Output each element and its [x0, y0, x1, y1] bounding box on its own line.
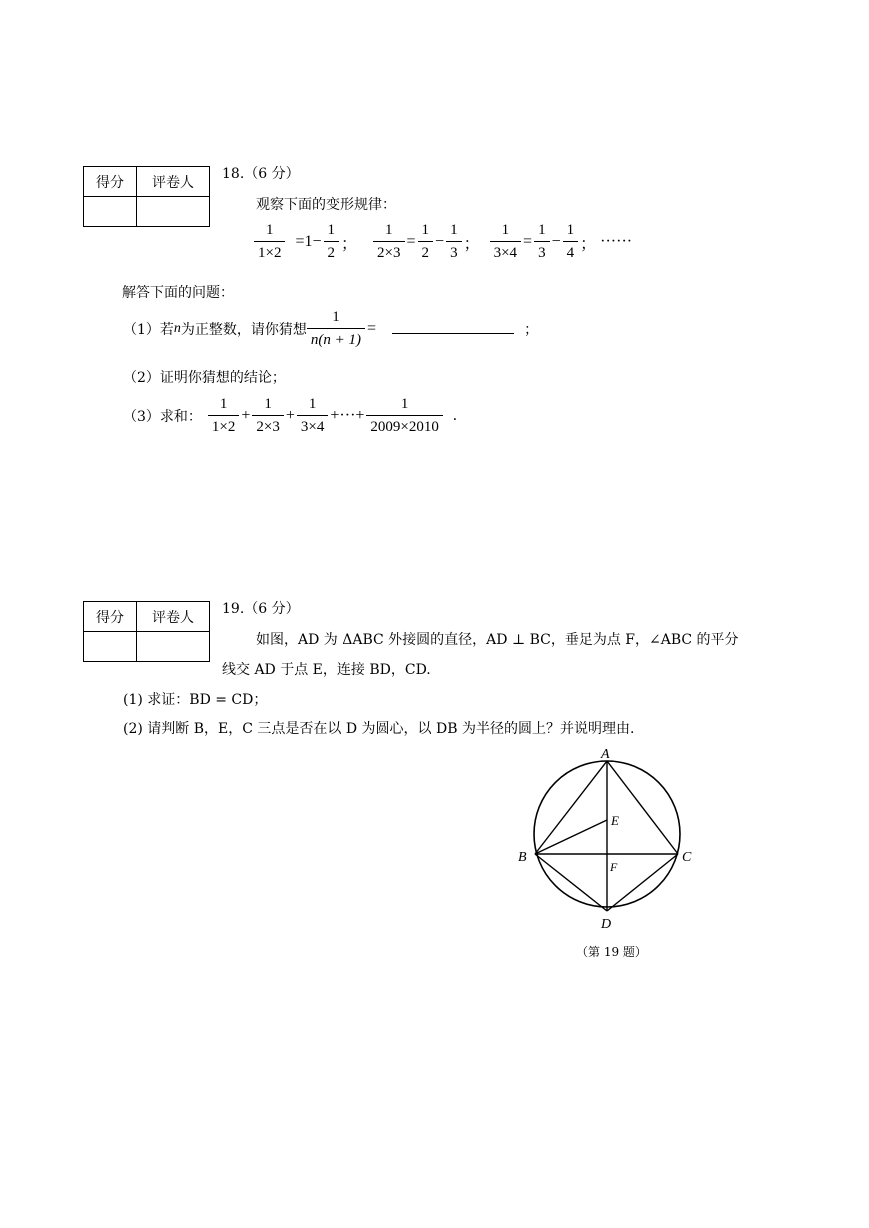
- pattern-ellipsis: ······: [600, 233, 633, 251]
- label-D: D: [601, 917, 612, 932]
- q19-part2: (2) 请判断 B，E，C 三点是否在以 D 为圆心，以 DB 为半径的圆上？并说明理由.: [123, 721, 635, 737]
- pattern2-sep: ；: [463, 235, 480, 253]
- score-header: 得分: [84, 602, 137, 632]
- pattern3-sep: ；: [580, 235, 597, 253]
- q18-heading: 18.（6 分）: [222, 166, 300, 182]
- label-A: A: [601, 747, 610, 762]
- pattern2-fraction: $\frac{1}{2\times 3}$: [375, 222, 402, 263]
- part1-answer-blank[interactable]: [392, 333, 514, 334]
- grader-cell[interactable]: [137, 197, 210, 227]
- pattern3-lhs-fraction: $\frac{1}{3}$: [536, 222, 548, 263]
- grader-header: 评卷人: [137, 602, 210, 632]
- score-header: 得分: [84, 167, 137, 197]
- sum-plus-1: +: [241, 407, 251, 425]
- q18-intro: 观察下面的变形规律：: [256, 197, 396, 213]
- pattern3-minus: −: [551, 233, 561, 251]
- q18-part3: [123, 396, 459, 437]
- pattern2-lhs-fraction: $\frac{1}{2}$: [420, 222, 432, 263]
- segment-BE: [535, 820, 607, 854]
- q18-pattern: [254, 222, 634, 263]
- part1-eq: =: [367, 320, 377, 338]
- segment-BD: [535, 854, 607, 911]
- pattern1-fraction: $\frac{1}{1\times 2}$: [256, 222, 283, 263]
- part1-prefix: （1）若: [123, 322, 174, 339]
- pattern3-fraction: $\frac{1}{3\times 4}$: [492, 222, 519, 263]
- q19-part1: (1) 求证：BD = CD；: [123, 692, 268, 708]
- pattern3-rhs-fraction: $\frac{1}{4}$: [565, 222, 577, 263]
- q19-figure: [505, 745, 705, 935]
- label-F: F: [610, 860, 618, 874]
- segment-AC: [607, 761, 678, 854]
- sum-plus-2: +: [285, 407, 295, 425]
- pattern2-eq: =: [406, 233, 416, 251]
- segment-CD: [607, 854, 678, 911]
- sum-term-2: $\frac{1}{2\times 3}$: [254, 396, 281, 437]
- figure-caption: （第 19 题）: [576, 945, 647, 959]
- grader-cell[interactable]: [137, 632, 210, 662]
- pattern1-eq: =1−: [295, 233, 322, 251]
- score-table-q19: [83, 601, 210, 662]
- part3-end: .: [452, 407, 457, 425]
- score-table-q18: [83, 166, 210, 227]
- score-cell[interactable]: [84, 197, 137, 227]
- part3-prefix: （3）求和：: [123, 409, 202, 426]
- pattern1-rhs-fraction: $\frac{1}{2}$: [326, 222, 338, 263]
- q19-line2: 线交 AD 于点 E，连接 BD，CD.: [222, 662, 431, 678]
- sum-dots: +···+: [330, 407, 365, 425]
- q18-part2: （2）证明你猜想的结论；: [123, 370, 286, 386]
- pattern2-rhs-fraction: $\frac{1}{3}$: [448, 222, 460, 263]
- label-C: C: [682, 850, 692, 865]
- q19-line1: 如图，AD 为 ΔABC 外接圆的直径，AD ⊥ BC，垂足为点 F，∠ABC 的平分: [256, 632, 739, 648]
- score-cell[interactable]: [84, 632, 137, 662]
- label-B: B: [518, 850, 527, 865]
- label-E: E: [611, 813, 619, 828]
- pattern1-sep: ；: [341, 235, 358, 253]
- sum-last-term: $\frac{1}{2009\times 2010}$: [368, 396, 440, 437]
- q18-prompt: 解答下面的问题：: [122, 285, 234, 301]
- pattern2-minus: −: [435, 233, 445, 251]
- grader-header: 评卷人: [137, 167, 210, 197]
- part1-end: ；: [524, 322, 539, 339]
- part1-fraction: $\frac{1}{n(n + 1)}$: [309, 309, 363, 350]
- segment-AB: [535, 761, 607, 854]
- q18-part1: [123, 309, 538, 350]
- sum-term-3: $\frac{1}{3\times 4}$: [299, 396, 326, 437]
- q19-heading: 19.（6 分）: [222, 601, 300, 617]
- sum-term-1: $\frac{1}{1\times 2}$: [210, 396, 237, 437]
- pattern3-eq: =: [523, 233, 533, 251]
- part1-mid: 为正整数，请你猜想: [180, 322, 307, 339]
- part1-variable: n: [173, 321, 181, 337]
